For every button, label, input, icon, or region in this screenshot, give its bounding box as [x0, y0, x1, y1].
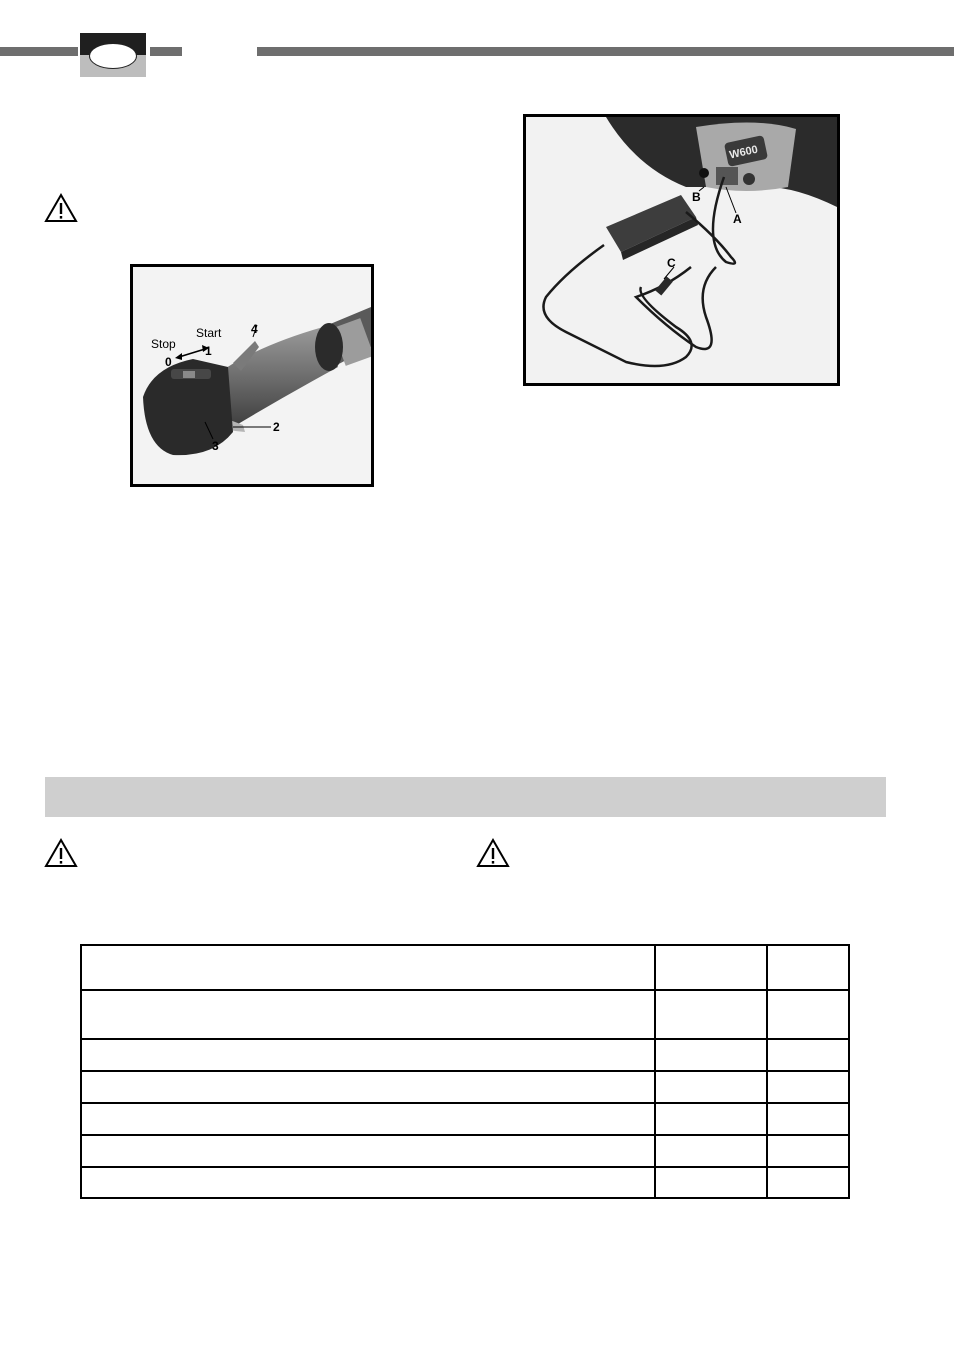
charger-illustration: [526, 117, 837, 383]
header-bar-left: [0, 47, 78, 56]
table-row: [81, 1167, 849, 1198]
header-bar-mid: [150, 47, 182, 56]
callout-4: 4: [251, 322, 258, 336]
table-row: [81, 1135, 849, 1167]
table-cell: [767, 990, 849, 1039]
table-cell: [81, 990, 655, 1039]
table-cell: [655, 1039, 768, 1071]
callout-a: A: [733, 212, 742, 226]
table-cell: [767, 1135, 849, 1167]
table-cell: [767, 1167, 849, 1198]
language-oval: [89, 43, 137, 69]
table-cell: [81, 1071, 655, 1103]
header-bar-right: [257, 47, 954, 56]
table-row: [81, 1039, 849, 1071]
table-cell: [655, 1071, 768, 1103]
callout-2: 2: [273, 420, 280, 434]
machine-badge: W600: [728, 143, 759, 162]
table-row: [81, 945, 849, 990]
table-cell: [81, 1039, 655, 1071]
table-cell: [767, 1039, 849, 1071]
table-cell: [81, 1135, 655, 1167]
callout-0: 0: [165, 355, 172, 369]
callout-start: Start: [196, 326, 222, 340]
figure-handle-switch: [130, 264, 374, 487]
page-tab: [80, 33, 146, 77]
table-cell: [81, 1103, 655, 1135]
callout-b: B: [692, 190, 701, 204]
table-row: [81, 1103, 849, 1135]
handle-illustration: [133, 267, 371, 484]
callout-1: 1: [205, 344, 212, 358]
table-row: [81, 1071, 849, 1103]
table-cell: [767, 1071, 849, 1103]
table-cell: [81, 1167, 655, 1198]
table-cell: [767, 945, 849, 990]
table-cell: [655, 1167, 768, 1198]
callout-stop: Stop: [151, 337, 176, 351]
warning-icon: [44, 838, 78, 868]
section-heading-band: [45, 777, 886, 817]
table-row: [81, 990, 849, 1039]
warning-icon: [476, 838, 510, 868]
table-cell: [81, 945, 655, 990]
callout-c: C: [667, 256, 676, 270]
warning-icon: [44, 193, 78, 223]
spec-table: [80, 944, 850, 1199]
table-cell: [655, 1135, 768, 1167]
table-cell: [767, 1103, 849, 1135]
figure-charger: [523, 114, 840, 386]
callout-3: 3: [212, 439, 219, 453]
table-cell: [655, 945, 768, 990]
table-cell: [655, 990, 768, 1039]
table-cell: [655, 1103, 768, 1135]
